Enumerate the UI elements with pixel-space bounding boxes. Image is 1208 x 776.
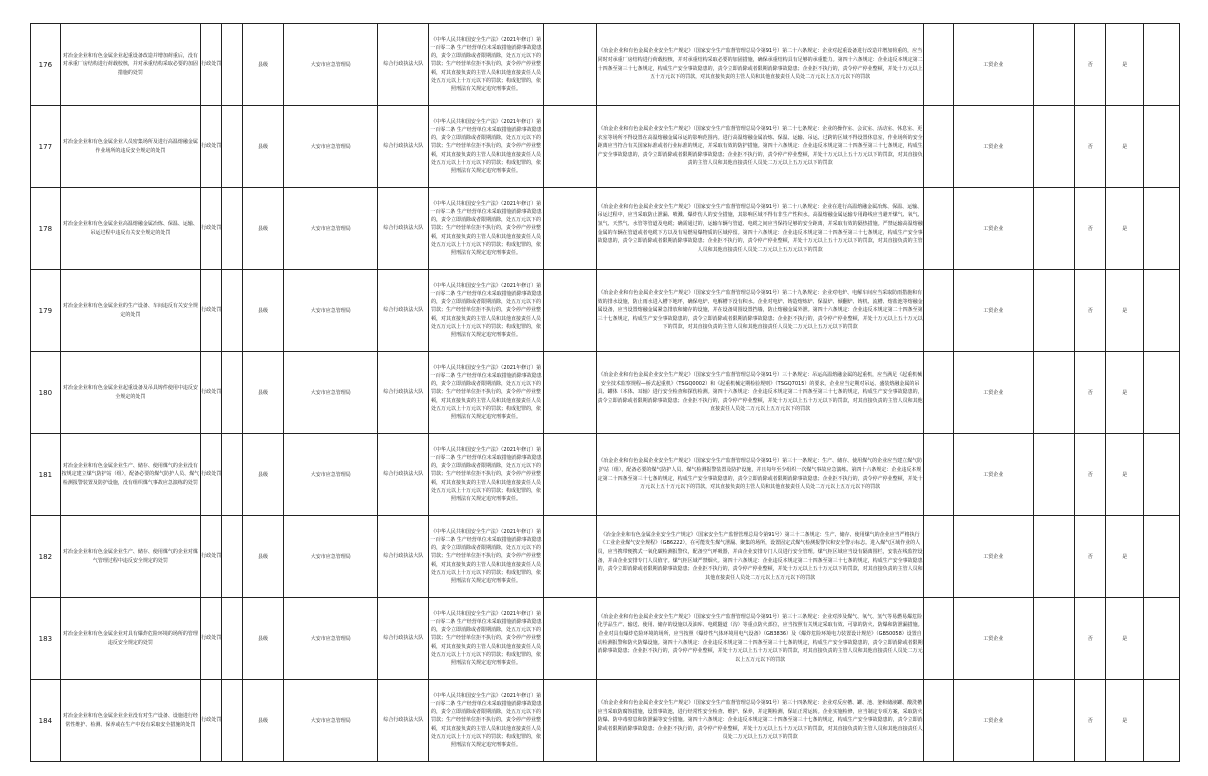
blank-cell xyxy=(1033,106,1075,188)
yes-flag-cell-text: 是 xyxy=(1122,226,1128,232)
standard-cell-text: 《冶金企业和有色金属企业安全生产规定》（国家安全生产监督管理总局令第91号）第二十七条规定：企业的操作室、会议室、活动室、休息室、更衣室等场所不得设置在高温熔融金属吊运的影响范围内。进行高温熔融金属冶炼、保温、运输、吊运、过跨的区域不得设置休息室，作业场所的安全距离应当符合有关国家标准或者行业标准的规定，并采取有效的防护措施。第四十六条规定：企业违反本规定第二十四条至第三十七条规定，构成生产安全事故隐患的，责令立即消除或者限期消除事故隐患；企业拒不执行的，责令停产停业整顿，并处十万元以上五十万元以下的罚款，对其直接负责的主管人员和其他直接责任人员处二万元以上五万元以下的罚款 xyxy=(597,126,923,167)
spacer-cell xyxy=(222,352,242,434)
standard-cell xyxy=(597,680,924,762)
yes-flag-cell-text: 是 xyxy=(1122,554,1128,560)
row-number xyxy=(31,24,61,106)
no-flag-cell xyxy=(1075,106,1106,188)
no-flag-cell-text: 否 xyxy=(1087,144,1093,150)
standard-cell-text: 《冶金企业和有色金属企业安全生产规定》（国家安全生产监督管理总局令第91号）第三十一条规定：生产、储存、使用煤气的企业应当建立煤气防护站（组），配备必要的煤气防护人员、煤气检测报警装置及防护设施，并且每年至少组织一次煤气事故应急演练。第四十六条规定：企业违反本规定第二十四条至第三十七条的规定，构成生产安全事故隐患的，责令立即消除或者限期消除事故隐患；企业拒不执行的，责令停产停业整顿，并处十万元以上五十万元以下的罚款，对其直接负责的主管人员和其他直接责任人员处二万元以上五万元以下的罚款 xyxy=(597,458,923,491)
blank-cell xyxy=(1144,598,1180,680)
yes-flag-cell-text: 是 xyxy=(1122,144,1128,150)
enforcement-unit-cell-text: 综合行政执法大队 xyxy=(383,553,424,560)
item-name-text: 对冶金企业和有色金属企业的生产设备、车间违反有关安全规定的处罚 xyxy=(62,302,198,318)
subject-cell xyxy=(953,270,1033,352)
subject-cell xyxy=(953,188,1033,270)
enforcement-unit-cell-text: 综合行政执法大队 xyxy=(383,389,424,396)
level-cell xyxy=(242,352,284,434)
legal-basis-cell xyxy=(429,106,543,188)
spacer-cell xyxy=(222,270,242,352)
category-cell-text: 行政处罚 xyxy=(201,389,222,396)
department-cell xyxy=(284,352,378,434)
enforcement-unit-cell xyxy=(378,516,429,598)
subject-cell xyxy=(953,434,1033,516)
department-cell xyxy=(284,188,378,270)
enforcement-unit-cell-text: 综合行政执法大队 xyxy=(383,635,424,642)
legal-basis-cell-text: 《中华人民共和国安全生产法》（2021年修订）第一百零二条 生产经营单位未采取措施消除事故隐患的，责令立即消除或者限期消除，处五万元以下的罚款；生产经营单位拒不执行的，责令停产停业整顿，对其直接负责的主管人员和其他直接责任人员处五万元以上十万元以下的罚款；构成犯罪的，依照刑法有关规定追究刑事责任。 xyxy=(430,529,542,584)
subject-cell xyxy=(953,516,1033,598)
standard-cell-text: 《冶金企业和有色金属企业安全生产规定》（国家安全生产监督管理总局令第91号）第二十八条规定：企业在进行高温熔融金属冶炼、保温、运输、吊运过程中，应当采取防止泄漏、喷溅、爆炸伤人的安全措施，其影响区域不得有非生产性积水。高温熔融金属运输专用路线应当避开煤气、氧气、氢气、天然气、水管等管道及电缆；确需通过的，运输车辆与管道、电缆之间应当保持足够的安全距离，并采取有效的隔热措施。严禁运输高温熔融金属的车辆在管道或者电缆下方以及有易燃易爆物质的区域停留。第四十六条规定：企业违反本规定第二十四条至第三十七条规定，构成生产安全事故隐患的，责令立即消除或者限期消除事故隐患；企业拒不执行的，责令停产停业整顿，并处十万元以上五十万元以下的罚款，对其直接负责的主管人员和其他直接责任人员处二万元以上五万元以下的罚款 xyxy=(597,203,923,253)
legal-basis-cell xyxy=(429,598,543,680)
item-name xyxy=(60,434,200,516)
level-cell xyxy=(242,598,284,680)
row-number-text: 180 xyxy=(38,388,53,397)
level-cell xyxy=(242,270,284,352)
blank-cell xyxy=(1144,106,1180,188)
category-cell xyxy=(201,270,222,352)
blank-cell xyxy=(543,434,597,516)
legal-basis-cell-text: 《中华人民共和国安全生产法》（2021年修订）第一百零二条 生产经营单位未采取措施消除事故隐患的，责令立即消除或者限期消除，处五万元以下的罚款；生产经营单位拒不执行的，责令停产停业整顿，对其直接负责的主管人员和其他直接责任人员处五万元以上十万元以下的罚款；构成犯罪的，依照刑法有关规定追究刑事责任。 xyxy=(430,283,542,338)
data-sheet xyxy=(30,23,1180,762)
item-name-text: 对冶金企业和有色金属企业人员密集场所及进行高温熔融金属作业场所的违反安全规定的处罚 xyxy=(62,138,198,154)
spacer-cell xyxy=(222,598,242,680)
row-number-text: 184 xyxy=(38,716,53,725)
row-number xyxy=(31,352,61,434)
no-flag-cell xyxy=(1075,352,1106,434)
yes-flag-cell xyxy=(1106,352,1144,434)
no-flag-cell-text: 否 xyxy=(1087,62,1093,68)
enforcement-unit-cell xyxy=(378,24,429,106)
item-name xyxy=(60,106,200,188)
table-row xyxy=(31,352,1180,434)
row-number xyxy=(31,598,61,680)
yes-flag-cell-text: 是 xyxy=(1122,308,1128,314)
enforcement-unit-cell-text: 综合行政执法大队 xyxy=(383,471,424,478)
department-cell-text: 大安市应急管理局 xyxy=(310,636,351,642)
legal-basis-cell xyxy=(429,680,543,762)
standard-cell-text: 《冶金企业和有色金属企业安全生产规定》（国家安全生产监督管理总局令第91号）第三十四条规定：企业对反应槽、罐、池、釜和储液罐、酸洗槽应当采取防腐蚀措施，设置事故池，进行经常性安全检查、维护、保养，并定期检测，保证正常运转。企业实施检修，应当制定专项方案，采取防火防爆、防中毒窒息和防泄漏等安全措施。第四十六条规定：企业违反本规定第二十四条至第三十七条的规定，构成生产安全事故隐患的，责令立即消除或者限期消除事故隐患；企业拒不执行的，责令停产停业整顿，并处十万元以上五十万元以下的罚款，对其直接负责的主管人员和其他直接责任人员处二万元以上五万元以下的罚款 xyxy=(597,700,923,741)
table-row xyxy=(31,680,1180,762)
no-flag-cell xyxy=(1075,434,1106,516)
blank-cell xyxy=(543,106,597,188)
subject-cell xyxy=(953,598,1033,680)
yes-flag-cell xyxy=(1106,680,1144,762)
legal-basis-cell xyxy=(429,352,543,434)
blank-cell xyxy=(924,24,954,106)
subject-cell-text: 工贸企业 xyxy=(983,144,1004,150)
blank-cell xyxy=(924,434,954,516)
row-number xyxy=(31,516,61,598)
blank-cell xyxy=(1033,24,1075,106)
level-cell-text: 县级 xyxy=(258,144,269,150)
category-cell-text: 行政处罚 xyxy=(201,635,222,642)
category-cell-text: 行政处罚 xyxy=(201,307,222,314)
category-cell-text: 行政处罚 xyxy=(201,225,222,232)
item-name-text: 对冶金企业和有色金属企业生产、储存、使用煤气的企业没有按规定建立煤气防护站（组），配备必要的煤气防护人员、煤气检测报警装置及防护设施，没有组织煤气事故应急演练的处罚 xyxy=(61,462,200,486)
no-flag-cell-text: 否 xyxy=(1087,554,1093,560)
table-row xyxy=(31,106,1180,188)
level-cell-text: 县级 xyxy=(258,390,269,396)
no-flag-cell xyxy=(1075,24,1106,106)
standard-cell-text: 《冶金企业和有色金属企业安全生产规定》（国家安全生产监督管理总局令第91号）三十条规定：吊运高温熔融金属的起重机，应当满足《起重机械安全技术监察规程—桥式起重机》（TSGQ0002）和《起重机械定期检验规则》（TSGQ7015）的要求。企业应当定期对吊运、盛装熔融金属的吊具、罐体（本体、耳轴）进行安全检查和探伤检测。第四十六条规定：企业违反本规定第二十四条至第三十七条的规定，构成生产安全事故隐患的，责令立即消除或者限期消除事故隐患；企业拒不执行的，责令停产停业整顿，并处十万元以上五十万元以下的罚款，对其直接负责的主管人员和其他直接责任人员处二万元以上五万元以下的罚款 xyxy=(597,372,923,413)
blank-cell xyxy=(924,516,954,598)
level-cell-text: 县级 xyxy=(258,718,269,724)
enforcement-unit-cell xyxy=(378,352,429,434)
row-number xyxy=(31,270,61,352)
yes-flag-cell xyxy=(1106,24,1144,106)
blank-cell xyxy=(543,24,597,106)
enforcement-unit-cell xyxy=(378,188,429,270)
enforcement-unit-cell-text: 综合行政执法大队 xyxy=(383,143,424,150)
yes-flag-cell xyxy=(1106,598,1144,680)
item-name xyxy=(60,24,200,106)
category-cell xyxy=(201,188,222,270)
enforcement-unit-cell xyxy=(378,106,429,188)
row-number-text: 179 xyxy=(38,306,53,315)
yes-flag-cell xyxy=(1106,188,1144,270)
standard-cell xyxy=(597,270,924,352)
blank-cell xyxy=(1144,188,1180,270)
enforcement-unit-cell xyxy=(378,598,429,680)
subject-cell-text: 工贸企业 xyxy=(983,718,1004,724)
blank-cell xyxy=(543,352,597,434)
row-number-text: 177 xyxy=(38,142,53,151)
legal-basis-cell-text: 《中华人民共和国安全生产法》（2021年修订）第一百零二条 生产经营单位未采取措施消除事故隐患的，责令立即消除或者限期消除，处五万元以下的罚款；生产经营单位拒不执行的，责令停产停业整顿，对其直接负责的主管人员和其他直接责任人员处五万元以上十万元以下的罚款；构成犯罪的，依照刑法有关规定追究刑事责任。 xyxy=(430,37,542,92)
department-cell-text: 大安市应急管理局 xyxy=(310,144,351,150)
row-number-text: 176 xyxy=(38,60,53,69)
department-cell-text: 大安市应急管理局 xyxy=(310,554,351,560)
yes-flag-cell-text: 是 xyxy=(1122,718,1128,724)
blank-cell xyxy=(924,352,954,434)
enforcement-unit-cell-text: 综合行政执法大队 xyxy=(383,225,424,232)
subject-cell-text: 工贸企业 xyxy=(983,308,1004,314)
level-cell-text: 县级 xyxy=(258,554,269,560)
no-flag-cell-text: 否 xyxy=(1087,308,1093,314)
no-flag-cell-text: 否 xyxy=(1087,390,1093,396)
legal-basis-cell xyxy=(429,270,543,352)
item-name xyxy=(60,352,200,434)
standard-cell xyxy=(597,352,924,434)
category-cell xyxy=(201,598,222,680)
level-cell xyxy=(242,680,284,762)
item-name-text: 对冶金企业和有色金属企业起重设备改造并增加荷重后，没有对承重厂房结构进行荷载校核，并对承重结构采取必要的加固措施的处罚 xyxy=(62,52,198,76)
department-cell xyxy=(284,270,378,352)
standard-cell-text: 《冶金企业和有色金属企业安全生产规定》（国家安全生产监督管理总局令第91号）第二十六条规定：企业对起重设备进行改造并增加荷重的，应当同时对承重厂房结构进行荷载校核，并对承重结构采取必要的加固措施，确保承重结构具有足够的承重能力。第四十六条规定：企业违反本规定第二十四条至第三十七条规定，构成生产安全事故隐患的，责令立即消除或者限期消除事故隐患；企业拒不执行的，责令停产停业整顿，并处十万元以上五十万元以下的罚款，对其直接负责的主管人员和其他直接责任人员处二万元以上五万元以下的罚款 xyxy=(597,48,923,81)
category-cell xyxy=(201,106,222,188)
department-cell xyxy=(284,24,378,106)
row-number xyxy=(31,106,61,188)
standard-cell xyxy=(597,434,924,516)
enforcement-unit-cell-text: 综合行政执法大队 xyxy=(383,717,424,724)
table-row xyxy=(31,270,1180,352)
department-cell-text: 大安市应急管理局 xyxy=(310,308,351,314)
blank-cell xyxy=(1144,434,1180,516)
level-cell-text: 县级 xyxy=(258,472,269,478)
blank-cell xyxy=(1144,270,1180,352)
yes-flag-cell-text: 是 xyxy=(1122,62,1128,68)
subject-cell-text: 工贸企业 xyxy=(983,636,1004,642)
row-number-text: 183 xyxy=(38,634,53,643)
penalty-table xyxy=(30,23,1180,762)
blank-cell xyxy=(1033,680,1075,762)
standard-cell-text: 《冶金企业和有色金属企业安全生产规定》（国家安全生产监督管理总局令第91号）第三十三条规定：企业对涉及煤气、氧气、氢气等易燃易爆危险化学品生产、输送、使用、储存的设施以及油库、电缆隧道（沟）等重点防火部位，应当按照有关规定采取有效、可靠的防火、防爆和防泄漏措施。企业对具有爆炸危险环境的场所，应当按照《爆炸性气体环境用电气设备》（GB3836）及《爆炸危险环境电力装置设计规范》（GB50058）设置自动检测报警和防火防爆设施。第四十六条规定：企业违反本规定第二十四条至第三十七条的规定，构成生产安全事故隐患的，责令立即消除或者限期消除事故隐患；企业拒不执行的，责令停产停业整顿，并处十万元以上五十万元以下的罚款，对其直接负责的主管人员和其他直接责任人员处二万元以上五万元以下的罚款 xyxy=(597,613,923,663)
table-row xyxy=(31,188,1180,270)
yes-flag-cell-text: 是 xyxy=(1122,472,1128,478)
department-cell-text: 大安市应急管理局 xyxy=(310,472,351,478)
category-cell-text: 行政处罚 xyxy=(201,717,222,724)
table-row xyxy=(31,598,1180,680)
blank-cell xyxy=(1144,680,1180,762)
standard-cell-text: 《冶金企业和有色金属企业安全生产规定》（国家安全生产监督管理总局令第91号）第三十二条规定：生产、储存、使用煤气的企业应当严格执行《工业企业煤气安全规程》（GB6222），在可能发生煤气泄漏、聚集的场所，设置固定式煤气检测报警仪和安全警示标志。进入煤气区域作业的人员，应当携带便携式一氧化碳检测报警仪，配备空气呼吸器，并由企业安排专门人员进行安全管理。煤气柜区域应当设有隔离围栏，安装在线监控设备，并由企业安排专门人员值守。煤气柜区域严禁烟火。第四十六条规定：企业违反本规定第二十四条至第三十七条的规定，构成生产安全事故隐患的，责令立即消除或者限期消除事故隐患；企业拒不执行的，责令停产停业整顿，并处十万元以上五十万元以下的罚款，对其直接负责的主管人员和其他直接责任人员处二万元以上五万元以下的罚款 xyxy=(597,531,923,581)
yes-flag-cell xyxy=(1106,106,1144,188)
no-flag-cell xyxy=(1075,188,1106,270)
legal-basis-cell xyxy=(429,188,543,270)
standard-cell xyxy=(597,516,924,598)
department-cell xyxy=(284,680,378,762)
department-cell xyxy=(284,106,378,188)
yes-flag-cell xyxy=(1106,270,1144,352)
item-name-text: 对冶金企业和有色金属企业起重设备及吊具铸件使用中违反安全规定的处罚 xyxy=(62,384,198,400)
category-cell xyxy=(201,24,222,106)
blank-cell xyxy=(1033,516,1075,598)
category-cell-text: 行政处罚 xyxy=(201,61,222,68)
blank-cell xyxy=(1033,434,1075,516)
item-name xyxy=(60,188,200,270)
department-cell xyxy=(284,434,378,516)
no-flag-cell-text: 否 xyxy=(1087,636,1093,642)
blank-cell xyxy=(924,680,954,762)
category-cell-text: 行政处罚 xyxy=(201,553,222,560)
item-name-text: 对冶金企业和有色金属企业高温熔融金属冶炼、保温、运输、吊运过程中违反有关安全规定的处罚 xyxy=(62,220,198,236)
subject-cell-text: 工贸企业 xyxy=(983,226,1004,232)
blank-cell xyxy=(1033,188,1075,270)
subject-cell-text: 工贸企业 xyxy=(983,62,1004,68)
row-number xyxy=(31,188,61,270)
legal-basis-cell xyxy=(429,24,543,106)
blank-cell xyxy=(543,680,597,762)
department-cell-text: 大安市应急管理局 xyxy=(310,226,351,232)
no-flag-cell xyxy=(1075,516,1106,598)
subject-cell-text: 工贸企业 xyxy=(983,390,1004,396)
no-flag-cell xyxy=(1075,270,1106,352)
blank-cell xyxy=(543,188,597,270)
item-name-text: 对冶金企业和有色金属企业企业没有对生产设备、设施进行经常性维护、检测、保养或在生产中没有采取安全措施的处罚 xyxy=(62,712,198,728)
blank-cell xyxy=(1033,598,1075,680)
subject-cell-text: 工贸企业 xyxy=(983,554,1004,560)
enforcement-unit-cell-text: 综合行政执法大队 xyxy=(383,61,424,68)
item-name xyxy=(60,598,200,680)
item-name-text: 对冶金企业和有色金属企业对具有爆炸危险环境的场所的管理违反安全规定的处罚 xyxy=(62,630,198,646)
legal-basis-cell xyxy=(429,434,543,516)
yes-flag-cell-text: 是 xyxy=(1122,390,1128,396)
yes-flag-cell xyxy=(1106,434,1144,516)
subject-cell xyxy=(953,680,1033,762)
yes-flag-cell-text: 是 xyxy=(1122,636,1128,642)
category-cell xyxy=(201,434,222,516)
department-cell-text: 大安市应急管理局 xyxy=(310,62,351,68)
table-row xyxy=(31,434,1180,516)
blank-cell xyxy=(543,516,597,598)
legal-basis-cell-text: 《中华人民共和国安全生产法》（2021年修订）第一百零二条 生产经营单位未采取措施消除事故隐患的，责令立即消除或者限期消除，处五万元以下的罚款；生产经营单位拒不执行的，责令停产停业整顿，对其直接负责的主管人员和其他直接责任人员处五万元以上十万元以下的罚款；构成犯罪的，依照刑法有关规定追究刑事责任。 xyxy=(430,611,542,666)
blank-cell xyxy=(924,270,954,352)
category-cell xyxy=(201,352,222,434)
item-name xyxy=(60,270,200,352)
category-cell-text: 行政处罚 xyxy=(201,143,222,150)
enforcement-unit-cell xyxy=(378,270,429,352)
blank-cell xyxy=(1033,270,1075,352)
category-cell-text: 行政处罚 xyxy=(201,471,222,478)
level-cell xyxy=(242,106,284,188)
blank-cell xyxy=(1144,516,1180,598)
no-flag-cell-text: 否 xyxy=(1087,226,1093,232)
standard-cell xyxy=(597,24,924,106)
blank-cell xyxy=(1033,352,1075,434)
spacer-cell xyxy=(222,680,242,762)
row-number-text: 181 xyxy=(38,470,53,479)
spacer-cell xyxy=(222,188,242,270)
enforcement-unit-cell xyxy=(378,434,429,516)
yes-flag-cell xyxy=(1106,516,1144,598)
no-flag-cell xyxy=(1075,598,1106,680)
blank-cell xyxy=(1144,352,1180,434)
no-flag-cell-text: 否 xyxy=(1087,472,1093,478)
blank-cell xyxy=(1144,24,1180,106)
spacer-cell xyxy=(222,434,242,516)
level-cell-text: 县级 xyxy=(258,62,269,68)
department-cell-text: 大安市应急管理局 xyxy=(310,390,351,396)
level-cell xyxy=(242,24,284,106)
legal-basis-cell-text: 《中华人民共和国安全生产法》（2021年修订）第一百零二条 生产经营单位未采取措施消除事故隐患的，责令立即消除或者限期消除，处五万元以下的罚款；生产经营单位拒不执行的，责令停产停业整顿，对其直接负责的主管人员和其他直接责任人员处五万元以上十万元以下的罚款；构成犯罪的，依照刑法有关规定追究刑事责任。 xyxy=(430,365,542,420)
legal-basis-cell xyxy=(429,516,543,598)
category-cell xyxy=(201,680,222,762)
row-number-text: 182 xyxy=(38,552,53,561)
subject-cell-text: 工贸企业 xyxy=(983,472,1004,478)
blank-cell xyxy=(543,598,597,680)
level-cell xyxy=(242,516,284,598)
enforcement-unit-cell xyxy=(378,680,429,762)
table-row xyxy=(31,24,1180,106)
blank-cell xyxy=(924,598,954,680)
legal-basis-cell-text: 《中华人民共和国安全生产法》（2021年修订）第一百零二条 生产经营单位未采取措施消除事故隐患的，责令立即消除或者限期消除，处五万元以下的罚款；生产经营单位拒不执行的，责令停产停业整顿，对其直接负责的主管人员和其他直接责任人员处五万元以上十万元以下的罚款；构成犯罪的，依照刑法有关规定追究刑事责任。 xyxy=(430,119,542,174)
enforcement-unit-cell-text: 综合行政执法大队 xyxy=(383,307,424,314)
level-cell-text: 县级 xyxy=(258,308,269,314)
spacer-cell xyxy=(222,106,242,188)
item-name-text: 对冶金企业和有色金属企业生产、储存、使用煤气的企业对煤气管理过程中违反安全规定的处罚 xyxy=(62,548,198,564)
standard-cell xyxy=(597,188,924,270)
level-cell xyxy=(242,188,284,270)
blank-cell xyxy=(924,106,954,188)
no-flag-cell xyxy=(1075,680,1106,762)
subject-cell xyxy=(953,106,1033,188)
item-name xyxy=(60,680,200,762)
subject-cell xyxy=(953,24,1033,106)
legal-basis-cell-text: 《中华人民共和国安全生产法》（2021年修订）第一百零二条 生产经营单位未采取措施消除事故隐患的，责令立即消除或者限期消除，处五万元以下的罚款；生产经营单位拒不执行的，责令停产停业整顿，对其直接负责的主管人员和其他直接责任人员处五万元以上十万元以下的罚款；构成犯罪的，依照刑法有关规定追究刑事责任。 xyxy=(430,447,542,502)
legal-basis-cell-text: 《中华人民共和国安全生产法》（2021年修订）第一百零二条 生产经营单位未采取措施消除事故隐患的，责令立即消除或者限期消除，处五万元以下的罚款；生产经营单位拒不执行的，责令停产停业整顿，对其直接负责的主管人员和其他直接责任人员处五万元以上十万元以下的罚款；构成犯罪的，依照刑法有关规定追究刑事责任。 xyxy=(430,201,542,256)
blank-cell xyxy=(924,188,954,270)
subject-cell xyxy=(953,352,1033,434)
department-cell xyxy=(284,598,378,680)
no-flag-cell-text: 否 xyxy=(1087,718,1093,724)
department-cell xyxy=(284,516,378,598)
department-cell-text: 大安市应急管理局 xyxy=(310,718,351,724)
table-row xyxy=(31,516,1180,598)
row-number xyxy=(31,680,61,762)
level-cell-text: 县级 xyxy=(258,226,269,232)
row-number xyxy=(31,434,61,516)
item-name xyxy=(60,516,200,598)
level-cell xyxy=(242,434,284,516)
blank-cell xyxy=(543,270,597,352)
legal-basis-cell-text: 《中华人民共和国安全生产法》（2021年修订）第一百零二条 生产经营单位未采取措施消除事故隐患的，责令立即消除或者限期消除，处五万元以下的罚款；生产经营单位拒不执行的，责令停产停业整顿，对其直接负责的主管人员和其他直接责任人员处五万元以上十万元以下的罚款；构成犯罪的，依照刑法有关规定追究刑事责任。 xyxy=(430,693,542,748)
row-number-text: 178 xyxy=(38,224,53,233)
spacer-cell xyxy=(222,516,242,598)
standard-cell-text: 《冶金企业和有色金属企业安全生产规定》（国家安全生产监督管理总局令第91号）第二十九条规定：企业对电炉、电解车间应当采取防雨措施和有效的排水设施，防止雨水进入槽下地坪，确保电炉、电解槽下没有积水。企业对电炉、铸造熔炼炉、保温炉、倾翻炉、铸机、流槽、熔盐池等熔融金属设备，应当设置熔融金属紧急排放和储存的设施，并在设备周围设置挡墙，防止熔融金属外泄。第四十六条规定：企业违反本规定第二十四条至第三十七条规定，构成生产安全事故隐患的，责令立即消除或者限期消除事故隐患；企业拒不执行的，责令停产停业整顿，并处十万元以上五十万元以下的罚款，对其直接负责的主管人员和其他直接责任人员处二万元以上五万元以下的罚款 xyxy=(597,290,923,331)
category-cell xyxy=(201,516,222,598)
spacer-cell xyxy=(222,24,242,106)
level-cell-text: 县级 xyxy=(258,636,269,642)
standard-cell xyxy=(597,106,924,188)
standard-cell xyxy=(597,598,924,680)
